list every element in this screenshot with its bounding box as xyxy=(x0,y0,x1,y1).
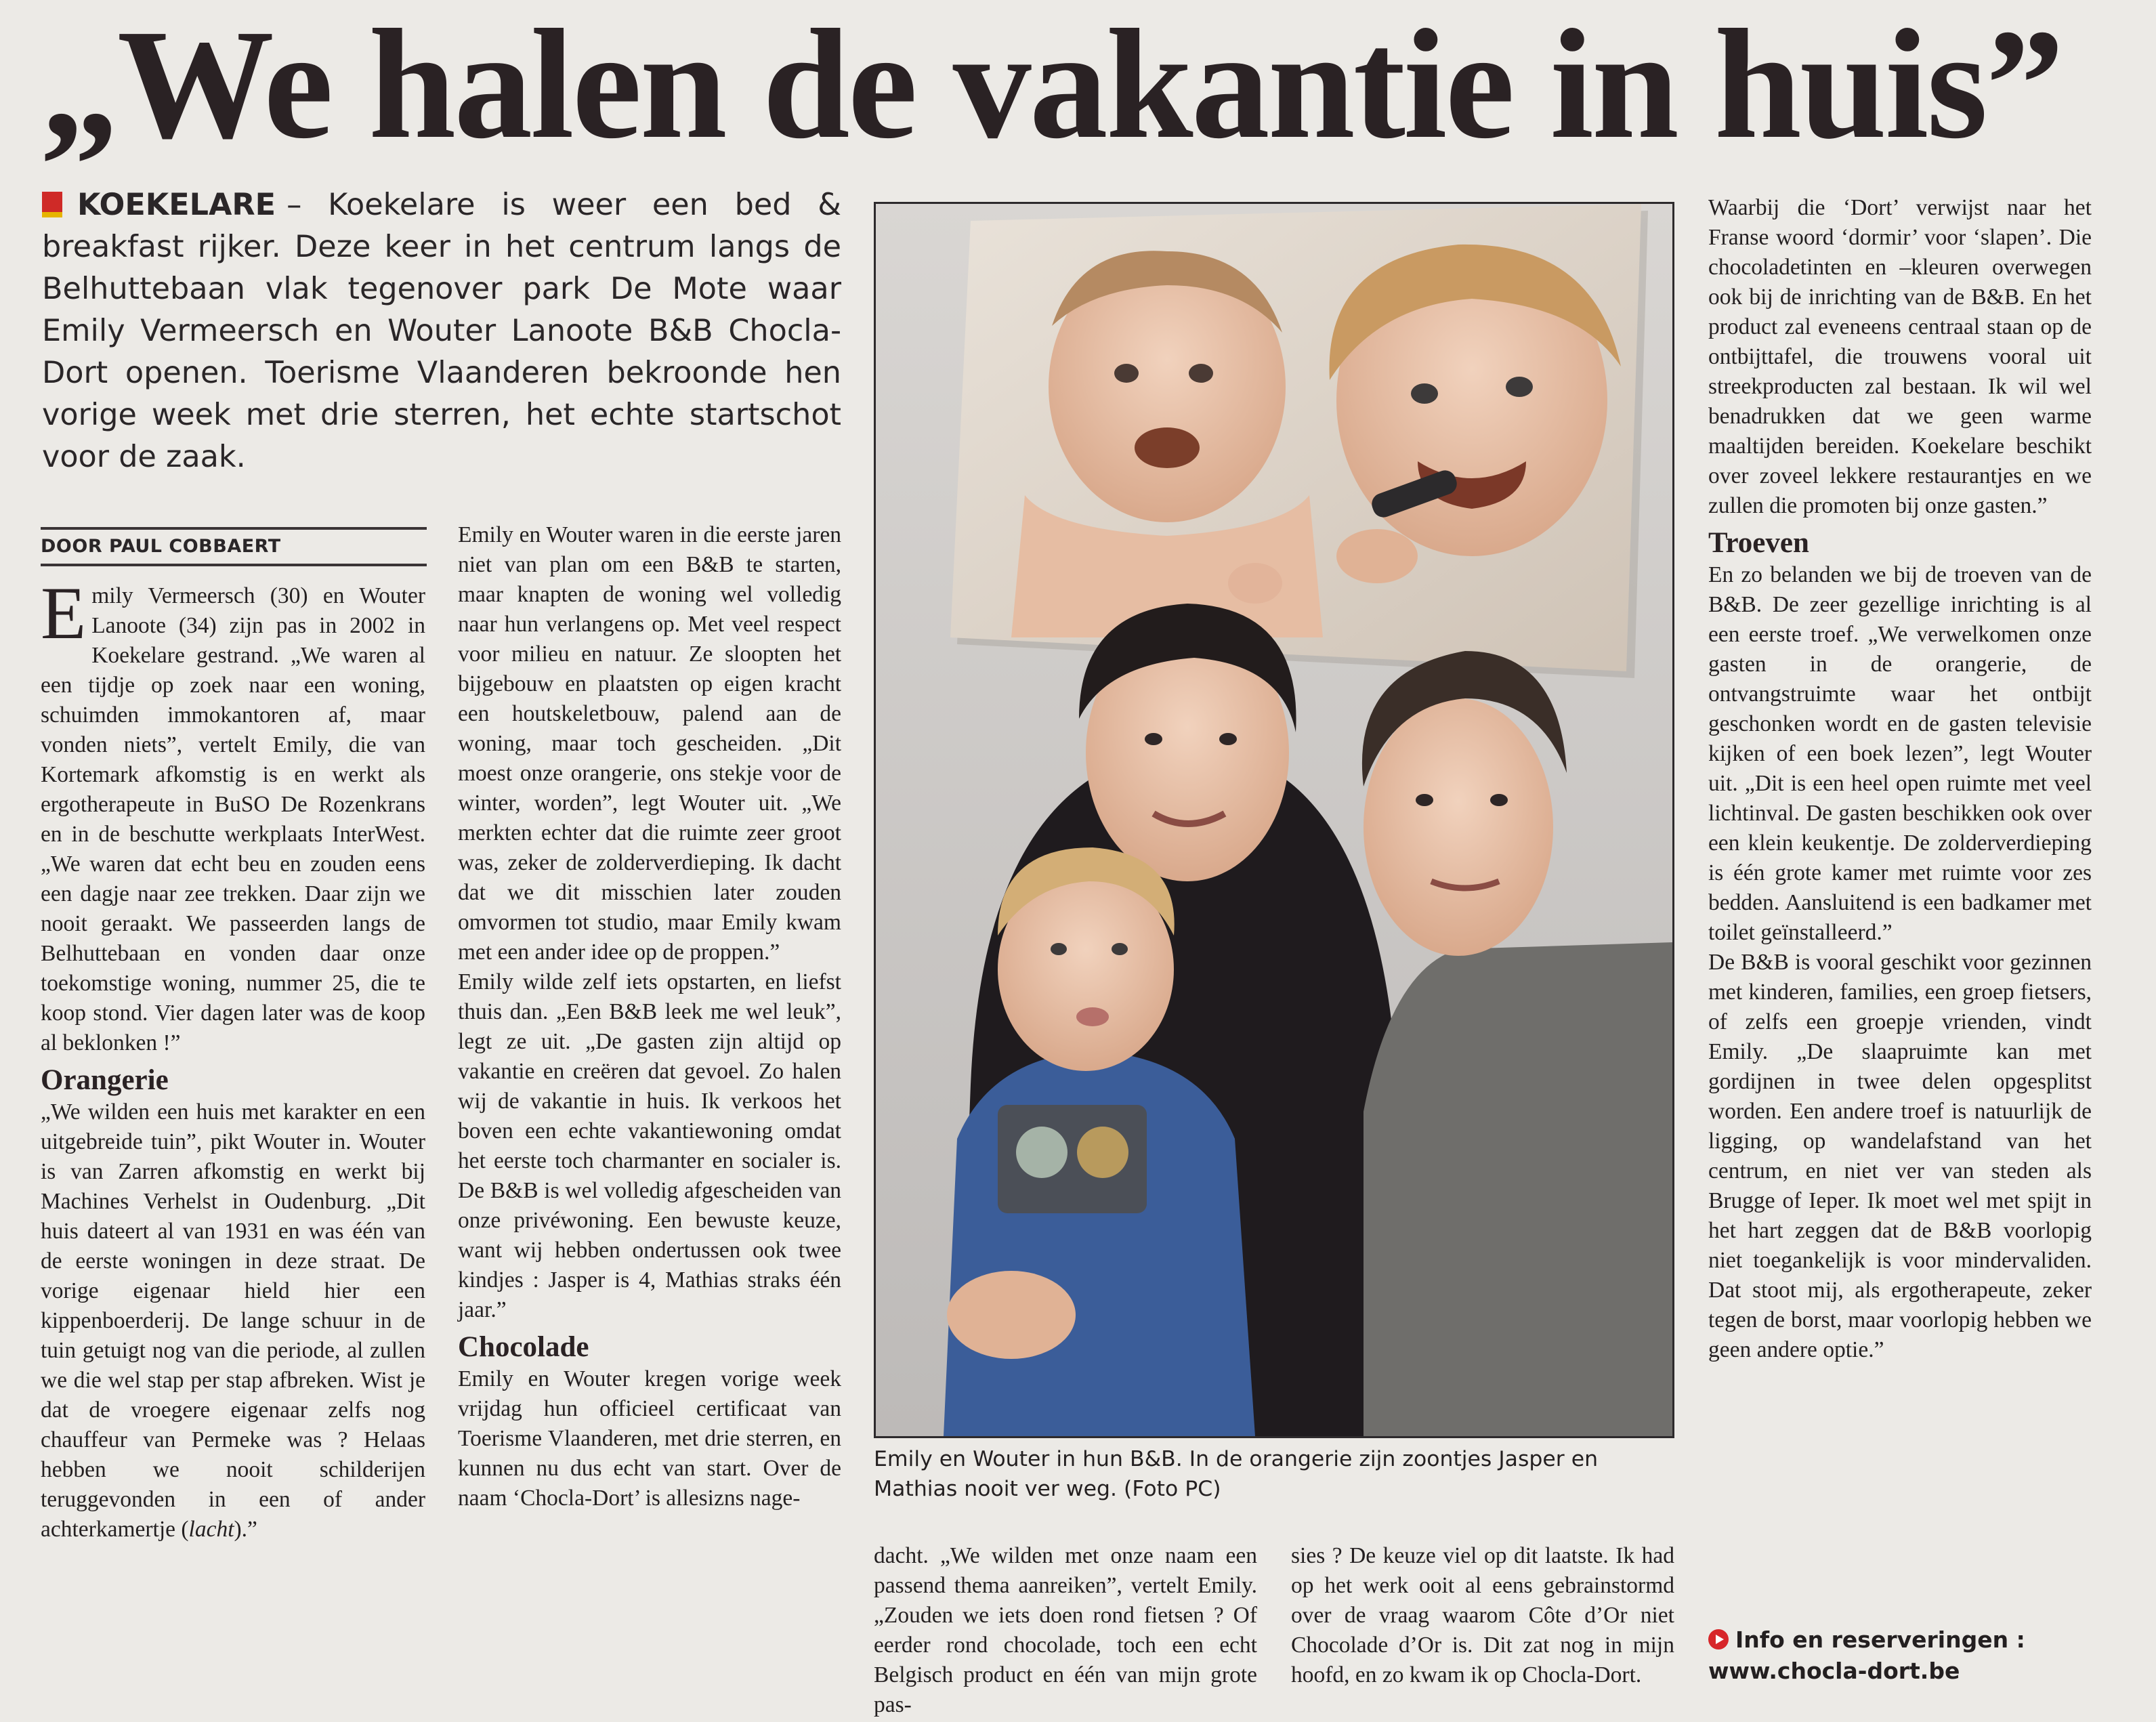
subhead-chocolade: Chocolade xyxy=(458,1331,589,1363)
paragraph: sies ? De keuze viel op dit laatste. Ik had op het werk ooit al eens gebrainstormd over de vraag waarom Côte d’Or niet Chocolade d’Or is. Dit zat nog in mijn hoofd, en zo kwam ik op Chocla-Dort. xyxy=(1291,1543,1674,1687)
byline: DOOR PAUL COBBAERT xyxy=(41,527,427,566)
paragraph-text: „We wilden een huis met karakter en een uitgebreide tuin”, pikt Wouter in. Wouter is van Zarren afkomstig en werkt bij Machines Verhelst in Oudenburg. „Dit huis dateert al van 1931 en was één van de eerste woningen in deze straat. De vorige eigenaar hield hier een kippenboerderij. De lange schuur in de tuin getuigt nog van die periode, al zullen we die wel stap per stap afbreken. Wist je dat de vroegere eigenaar zelfs nog chauffeur van Permeke was ? Helaas hebben we nooit schilderijen teruggevonden in een of ander achterkamertje ( xyxy=(41,1099,425,1542)
paragraph-text: mily Vermeersch (30) en Wouter Lanoote (34) zijn pas in 2002 in Koekelare gestrand. „We waren al een tijdje op zoek naar een woning, schuimden immokantoren af, maar vonden niets”, vertelt Emily, die van Kortemark afkomstig is en werkt als ergotherapeute in BuSO De Rozenkrans en in de beschutte werkplaats InterWest. „We waren dat echt beu en zouden eens een dagje naar zee trekken. Daar zijn we nooit geraakt. We passeerden langs de Belhuttebaan en vonden daar onze toekomstige woning, nummer 25, die te koop stond. Vier dagen later was de koop al beklonken !” xyxy=(41,583,425,1055)
info-box xyxy=(1708,1624,2092,1687)
column-1 xyxy=(41,572,425,1545)
paragraph xyxy=(41,1097,425,1545)
paragraph: Emily wilde zelf iets opstarten, en liefst thuis dan. „Een B&B leek me wel leuk”, legt ze uit. „De gasten zijn altijd op vakantie en creëren dat gevoel. Zo halen wij de vakantie in huis. Ik verkoos het boven een echte vakantiewoning omdat het eerste toch charmanter en socialer is. De B&B is wel volledig afgescheiden van onze privéwoning. Een bewuste keuze, want wij hebben ondertussen ook twee kindjes : Jasper is 4, Mathias straks één jaar.” xyxy=(458,969,841,1322)
headline: „We halen de vakantie in huis” xyxy=(41,0,2063,171)
paragraph xyxy=(41,572,425,1058)
paragraph-text: ).” xyxy=(234,1517,257,1542)
paragraph: En zo belanden we bij de troeven van de B&B. De zeer gezellige inrichting is al een eerste troef. „We verwelkomen onze gasten in de orangerie, de ontvangstruimte waar het ontbijt geschonken wordt en de gasten televisie kijken of een boek lezen”, legt Wouter uit. „Dit is een heel open ruimte met veel lichtinval. De gasten beschikken ook over een klein keukentje. De zolderverdieping is één grote kamer met ruimte voor zes bedden. Aansluitend is een badkamer met toilet geïnstalleerd.” xyxy=(1708,562,2092,945)
section-marker-icon xyxy=(42,192,62,217)
column-3 xyxy=(874,1541,1257,1720)
column-4 xyxy=(1291,1541,1674,1690)
play-arrow-icon xyxy=(1708,1629,1729,1650)
info-text: Info en reserveringen : www.chocla-dort.be xyxy=(1708,1626,2025,1684)
paragraph: Emily en Wouter waren in die eerste jaren niet van plan om een B&B te starten, maar knapten de woning wel volledig naar hun verlangens op. Met veel respect voor milieu en natuur. Ze sloopten het bijgebouw en plaatsten op eigen kracht een houtskeletbouw, palend aan de woning, maar toch gescheiden. „Dit moest onze orangerie, ons stekje voor de winter, worden”, legt Wouter uit. „We merkten echter dat die ruimte zeer groot was, zeker de zolderverdieping. Ik dacht dat we dit misschien later zouden omvormen tot studio, maar Emily kwam met een ander idee op de proppen.” xyxy=(458,522,841,965)
paragraph: De B&B is vooral geschikt voor gezinnen met kinderen, families, een groep fietsers, of zelfs een groepje vrienden, vindt Emily. „De slaapruimte kan met gordijnen in twee delen opgesplitst worden. Een andere troef is natuurlijk de ligging, op wandelafstand van het centrum, en niet ver van steden als Brugge of Ieper. Ik moet wel met spijt in het hart zeggen dat de B&B voorlopig niet toegankelijk is voor mindervaliden. Dat stoot mij, als ergotherapeute, zeker tegen de borst, maar voorlopig hebben we geen andere optie.” xyxy=(1708,950,2092,1362)
lead-text: – Koekelare is weer een bed & breakfast rijker. Deze keer in het centrum langs de Belhuttebaan vlak tegenover park De Mote waar Emily Vermeersch en Wouter Lanoote B&B Chocla-Dort openen. Toerisme Vlaanderen bekroonde hen vorige week met drie sterren, het echte startschot voor de zaak. xyxy=(42,188,841,474)
italic-text: lacht xyxy=(188,1517,234,1542)
photo-illustration xyxy=(876,204,1672,1436)
paragraph: Waarbij die ‘Dort’ verwijst naar het Franse woord ‘dormir’ voor ‘slapen’. Die chocoladetinten en –kleuren overwegen ook bij de inrichting van de B&B. En het product zal eveneens centraal staan op de ontbijttafel, die trouwens vooral uit streekproducten zal bestaan. Ik wil wel benadrukken dat we geen warme maaltijden bereiden. Koekelare beschikt over zoveel lekkere restaurantjes en we zullen die promoten bij onze gasten.” xyxy=(1708,195,2092,518)
drop-cap: E xyxy=(41,572,87,654)
column-2 xyxy=(458,520,841,1513)
paragraph: Emily en Wouter kregen vorige week vrijdag hun officieel certificaat van Toerisme Vlaanderen, met drie sterren, en kunnen nu dus echt van start. Over de naam ‘Chocla-Dort’ is allesizns nage- xyxy=(458,1366,841,1511)
lead-paragraph xyxy=(42,184,841,478)
subhead-troeven: Troeven xyxy=(1708,527,1809,559)
family-photo xyxy=(874,202,1674,1438)
photo-caption: Emily en Wouter in hun B&B. In de orangerie zijn zoontjes Jasper en Mathias nooit ver weg. (Foto PC) xyxy=(874,1447,1599,1501)
paragraph: dacht. „We wilden met onze naam een passend thema aanreiken”, vertelt Emily. „Zouden we iets doen rond fietsen ? Of eerder rond chocolade, toch een echt Belgisch product en één van mijn grote pas- xyxy=(874,1543,1257,1717)
wall-canvas xyxy=(950,204,1648,678)
column-5 xyxy=(1708,193,2092,1365)
lead-place: KOEKELARE xyxy=(77,188,276,222)
subhead-orangerie: Orangerie xyxy=(41,1064,169,1096)
